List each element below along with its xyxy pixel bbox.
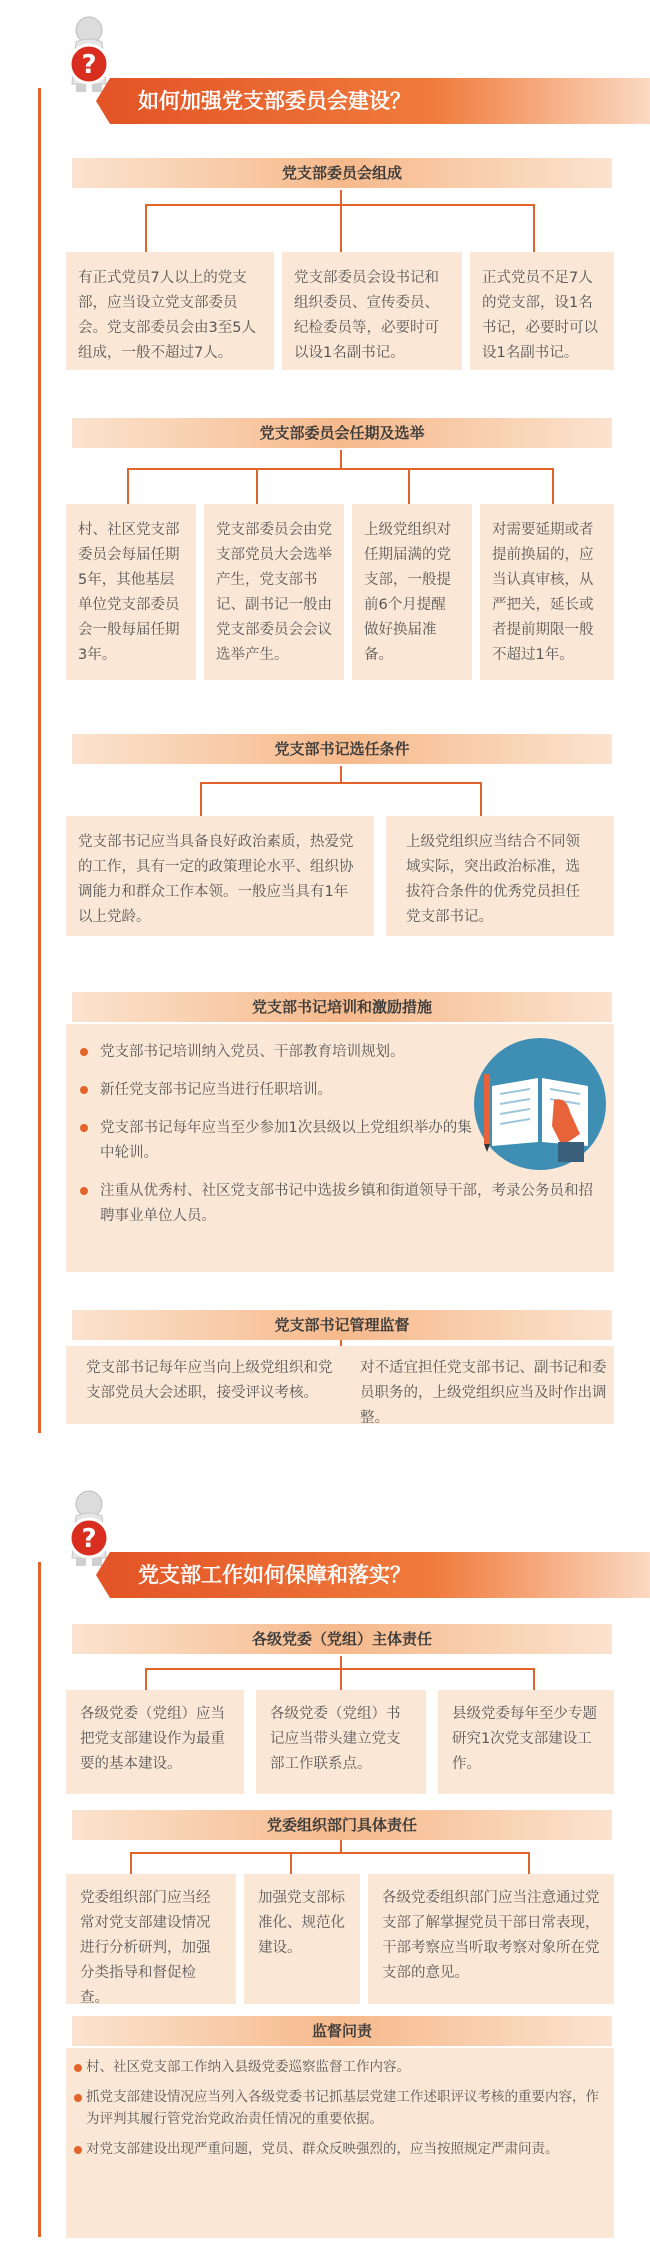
- list-item: 党支部书记每年应当至少参加1次县级以上党组织举办的集中轮训。: [76, 1116, 476, 1166]
- list-item: 抓党支部建设情况应当列入各级党委书记抓基层党建工作述职评议考核的重要内容，作为评判其履行管党治党政治责任情况的重要依据。: [70, 2086, 606, 2130]
- info-card: 上级党组织对任期届满的党支部，一般提前6个月提醒做好换届准备。: [352, 504, 472, 680]
- info-card: 加强党支部标准化、规范化建设。: [244, 1874, 360, 2004]
- book-reading-icon: [470, 1034, 610, 1178]
- info-card: 有正式党员7人以上的党支部，应当设立党支部委员会。党支部委员会由3至5人组成，一般不超过7人。: [66, 252, 274, 370]
- block-heading: 党支部委员会组成: [72, 158, 612, 188]
- list-item: 对党支部建设出现严重问题，党员、群众反映强烈的，应当按照规定严肃问责。: [70, 2138, 606, 2160]
- info-card: 上级党组织应当结合不同领域实际，突出政治标准，选拔符合条件的优秀党员担任党支部书记。: [386, 816, 614, 936]
- block-heading: 党委组织部门具体责任: [72, 1810, 612, 1840]
- info-card: 对不适宜担任党支部书记、副书记和委员职务的，上级党组织应当及时作出调整。: [360, 1360, 607, 1426]
- block-heading: 党支部书记选任条件: [72, 734, 612, 764]
- block-heading: 党支部书记管理监督: [72, 1310, 612, 1340]
- info-card: 正式党员不足7人的党支部，设1名书记，必要时可以设1名副书记。: [470, 252, 614, 370]
- info-card: 各级党委（党组）书记应当带头建立党支部工作联系点。: [256, 1690, 426, 1794]
- svg-text:?: ?: [81, 50, 97, 80]
- info-card: 党支部委员会设书记和组织委员、宣传委员、纪检委员等，必要时可以设1名副书记。: [282, 252, 462, 370]
- connector: [200, 782, 482, 784]
- block-heading: 监督问责: [72, 2016, 612, 2046]
- info-card: 县级党委每年至少专题研究1次党支部建设工作。: [438, 1690, 614, 1794]
- timeline-line: [38, 1562, 41, 2237]
- info-card: 各级党委（党组）应当把党支部建设作为最重要的基本建设。: [66, 1690, 244, 1794]
- section-title: 如何加强党支部委员会建设？: [110, 78, 650, 124]
- connector: [130, 1852, 530, 1854]
- bullet-list: [70, 2056, 606, 2160]
- info-card: 党支部委员会由党支部党员大会选举产生，党支部书记、副书记一般由党支部委员会会议选举产生。: [204, 504, 344, 680]
- list-item: 党支部书记培训纳入党员、干部教育培训规划。: [76, 1040, 476, 1065]
- info-card: 党委组织部门应当经常对党支部建设情况进行分析研判，加强分类指导和督促检查。: [66, 1874, 236, 2004]
- info-card: 党支部书记每年应当向上级党组织和党支部党员大会述职，接受评议考核。: [86, 1360, 333, 1401]
- block-heading: 党支部委员会任期及选举: [72, 418, 612, 448]
- list-item: 村、社区党支部工作纳入县级党委巡察监督工作内容。: [70, 2056, 606, 2078]
- info-card: 党支部书记应当具备良好政治素质，热爱党的工作，具有一定的政策理论水平、组织协调能力和群众工作本领。一般应当具有1年以上党龄。: [66, 816, 374, 936]
- block-heading: 各级党委（党组）主体责任: [72, 1624, 612, 1654]
- list-item: 新任党支部书记应当进行任职培训。: [76, 1078, 476, 1103]
- list-item: 注重从优秀村、社区党支部书记中选拔乡镇和街道领导干部，考录公务员和招聘事业单位人员。: [76, 1179, 600, 1229]
- block-heading: 党支部书记培训和激励措施: [72, 992, 612, 1022]
- timeline-line: [38, 88, 41, 1433]
- svg-text:?: ?: [81, 1524, 97, 1554]
- info-card: 各级党委组织部门应当注意通过党支部了解掌握党员干部日常表现，干部考察应当听取考察对象所在党支部的意见。: [368, 1874, 614, 2004]
- info-card: 村、社区党支部委员会每届任期5年，其他基层单位党支部委员会一般每届任期3年。: [66, 504, 196, 680]
- connector: [127, 468, 554, 470]
- info-card: 对需要延期或者提前换届的，应当认真审核，从严把关，延长或者提前期限一般不超过1年。: [480, 504, 614, 680]
- section-title: 党支部工作如何保障和落实？: [110, 1552, 650, 1598]
- bullet-list: [76, 1040, 593, 1242]
